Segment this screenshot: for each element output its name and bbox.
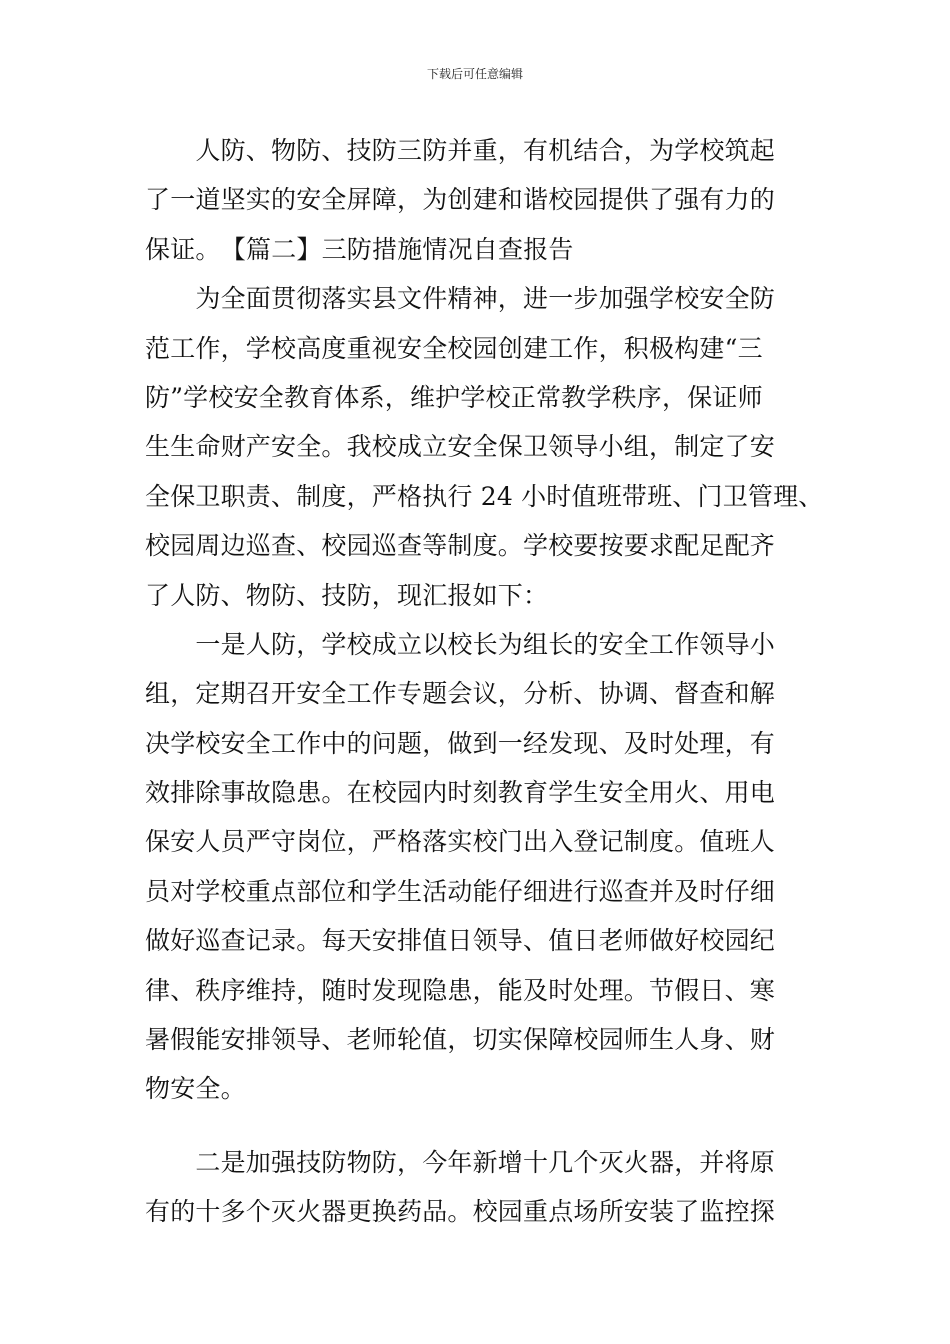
text-line: 校园周边巡查、校园巡查等制度。学校要按要求配足配齐	[145, 531, 776, 561]
text-line: 了人防、物防、技防，现汇报如下：	[145, 580, 549, 610]
page-header: 下载后可任意编辑	[426, 67, 523, 81]
text-line: 二是加强技防物防，今年新增十几个灭火器，并将原	[145, 1147, 776, 1177]
paragraph-gap	[145, 1114, 825, 1138]
text-line: 全保卫职责、制度，严格执行 24 小时值班带班、门卫管理、	[145, 481, 824, 511]
text-line: 防”学校安全教育体系，维护学校正常教学秩序，保证师	[145, 382, 763, 412]
text-line: 保安人员严守岗位，严格落实校门出入登记制度。值班人	[145, 827, 776, 857]
text-line: 保证。 【篇二】三防措施情况自查报告	[145, 234, 574, 264]
text-line: 暑假能安排领导、老师轮值，切实保障校园师生人身、财	[145, 1025, 776, 1055]
text-line: 物安全。	[145, 1074, 246, 1104]
text-line: 律、秩序维持，随时发现隐患，能及时处理。节假日、寒	[145, 975, 776, 1005]
text-line: 人防、物防、技防三防并重，有机结合，为学校筑起	[145, 136, 776, 165]
text-line: 员对学校重点部位和学生活动能仔细进行巡查并及时仔细	[145, 876, 776, 906]
text-line: 有的十多个灭火器更换药品。校园重点场所安装了监控探	[145, 1197, 776, 1227]
text-line: 组，定期召开安全工作专题会议，分析、协调、督查和解	[145, 679, 776, 709]
text-line: 为全面贯彻落实县文件精神，进一步加强学校安全防	[145, 284, 776, 314]
text-line: 范工作，学校高度重视安全校园创建工作，积极构建“三	[145, 333, 763, 363]
text-line: 了一道坚实的安全屏障，为创建和谐校园提供了强有力的	[145, 185, 776, 215]
text-line: 效排除事故隐患。在校园内时刻教育学生安全用火、用电	[145, 778, 776, 808]
text-line: 决学校安全工作中的问题，做到一经发现、及时处理，有	[145, 728, 776, 758]
document-body	[145, 126, 825, 1237]
text-line: 一是人防，学校成立以校长为组长的安全工作领导小	[145, 629, 776, 659]
text-line: 生生命财产安全。我校成立安全保卫领导小组，制定了安	[145, 432, 776, 462]
text-line: 做好巡查记录。每天安排值日领导、值日老师做好校园纪	[145, 926, 776, 956]
